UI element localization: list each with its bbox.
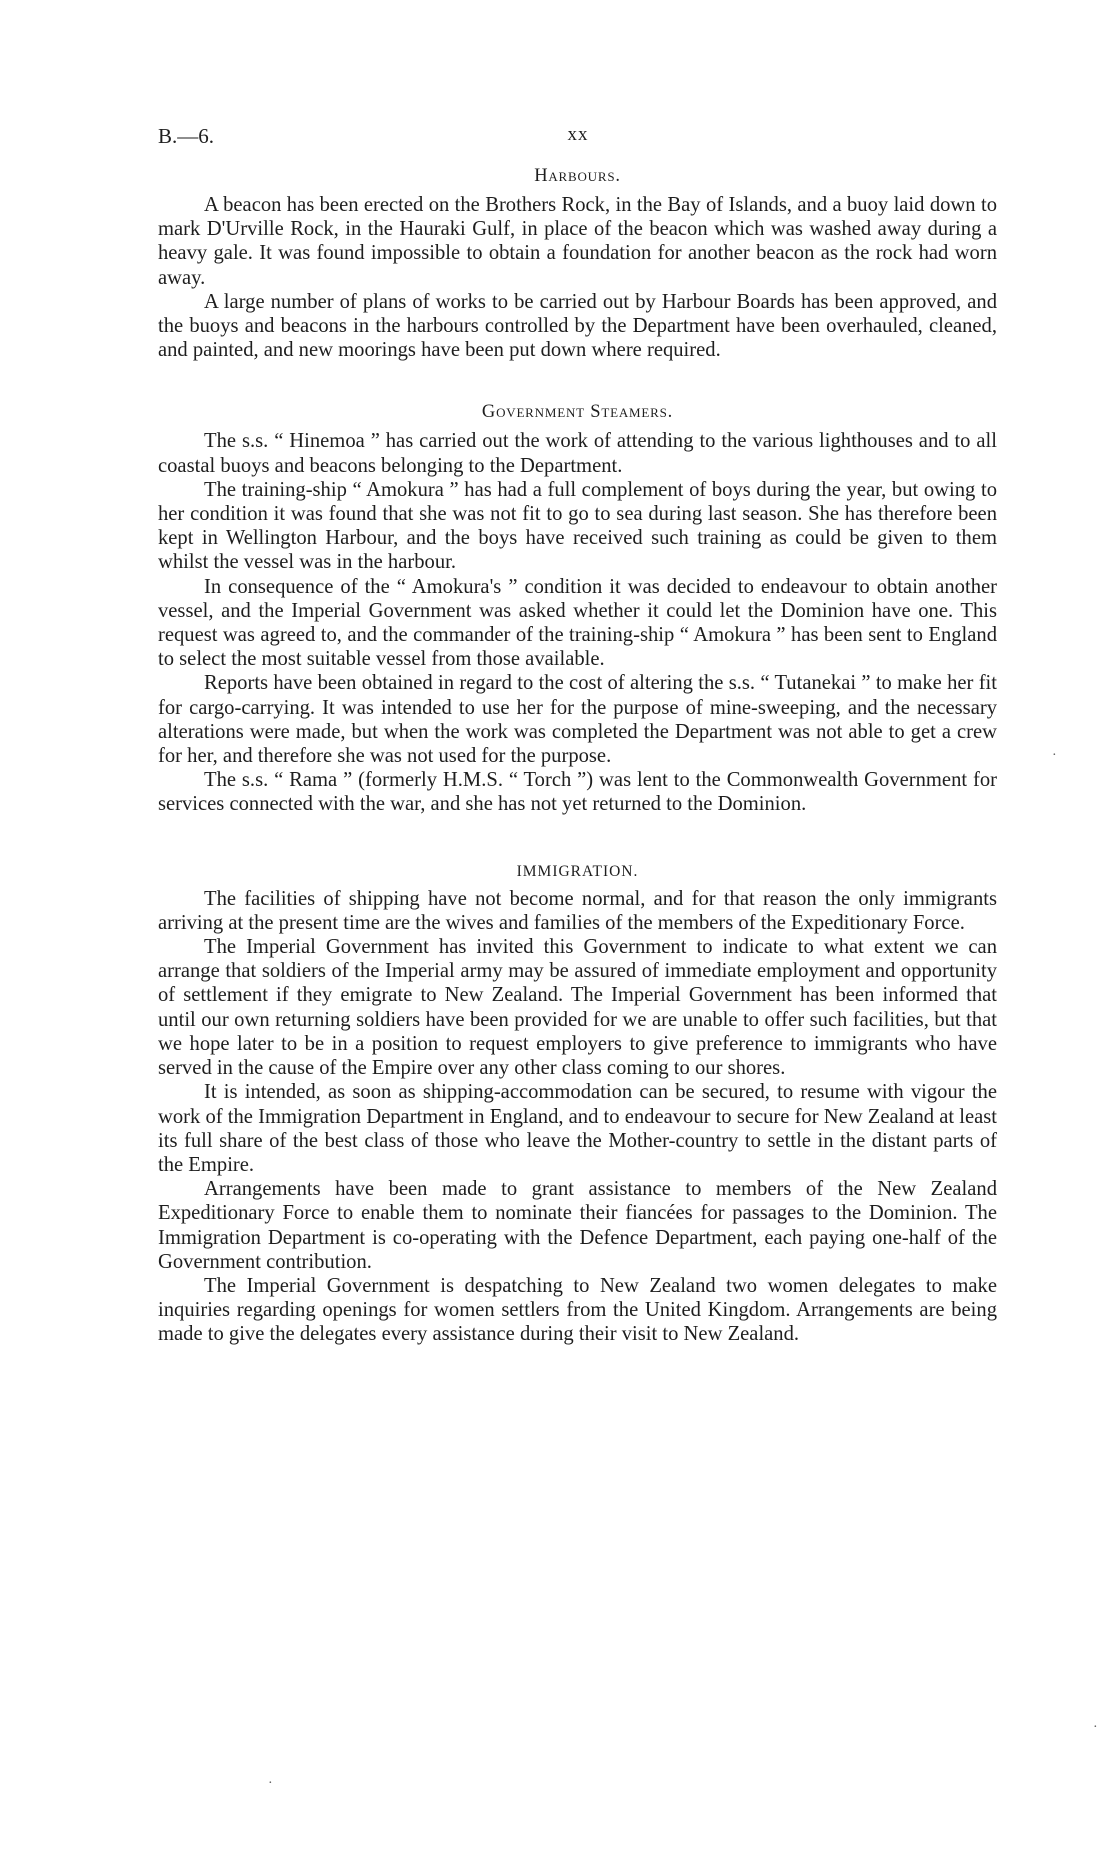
section-spacer (158, 362, 997, 402)
paragraph: It is intended, as soon as shipping-accommodation can be secured, to resume with vigour the work of the Immigration Department in England, and to endeavour to secure for New Zealand at least its full share of the best class of those who leave the Mother-country to settle in the distant parts of the Empire. (158, 1081, 997, 1176)
page-number: xx (567, 124, 589, 145)
section-spacer (158, 817, 997, 863)
document-reference: B.—6. (158, 124, 215, 148)
section-immigration (158, 863, 997, 1347)
paragraph: Reports have been obtained in regard to the cost of altering the s.s. “ Tutanekai ” to make her fit for cargo-carrying. It was intended to use her for the purpose of mine-sweeping, and the necessary alterations were made, but when the work was completed the Department was not able to get a crew for her, and therefore she was not used for the purpose. (158, 672, 997, 768)
section-heading: IMMIGRATION. (516, 862, 639, 880)
page-body (158, 166, 997, 1347)
section-government-steamers (158, 402, 997, 816)
section-heading: Harbours. (534, 166, 621, 186)
paragraph: The training-ship “ Amokura ” has had a full complement of boys during the year, but owing to her condition it was found that she was not fit to go to sea during last season. She has therefore been kept in Wellington Harbour, and the boys have received such training as could be given to them whilst the vessel was in the harbour. (158, 478, 997, 574)
page-header (158, 124, 998, 154)
paragraph: The Imperial Government has invited this Government to indicate to what extent we can arrange that soldiers of the Imperial army may be assured of immediate employment and opportunity of settlement if they emigrate to New Zealand. The Imperial Government has been informed that until our own returning soldiers have been provided for we are unable to offer such facilities, but that we hope later to be in a position to request employers to give preference to immigrants who have served in the cause of the Empire over any other class coming to our shores. (158, 936, 997, 1080)
paragraph: A beacon has been erected on the Brothers Rock, in the Bay of Islands, and a buoy laid down to mark D'Urville Rock, in the Hauraki Gulf, in place of the beacon which was washed away during a heavy gale. It was found impossible to obtain a foundation for another beacon as the rock had worn away. (158, 194, 997, 289)
scan-speck: · (1052, 748, 1057, 763)
paragraph: The s.s. “ Rama ” (formerly H.M.S. “ Torch ”) was lent to the Commonwealth Government for services connected with the war, and she has not yet returned to the Dominion. (158, 769, 997, 816)
scan-speck: · (268, 1776, 273, 1791)
paragraph: A large number of plans of works to be carried out by Harbour Boards has been approved, and the buoys and beacons in the harbours controlled by the Department have been overhauled, cleaned, and painted, and new moorings have been put down where required. (158, 290, 997, 362)
paragraph: The s.s. “ Hinemoa ” has carried out the work of attending to the various lighthouses and to all coastal buoys and beacons belonging to the Department. (158, 430, 997, 477)
paragraph: The Imperial Government is despatching to New Zealand two women delegates to make inquiries regarding openings for women settlers from the United Kingdom. Arrangements are being made to give the delegates every assistance during their visit to New Zealand. (158, 1274, 997, 1346)
paragraph: The facilities of shipping have not become normal, and for that reason the only immigrants arriving at the present time are the wives and families of the members of the Expeditionary Force. (158, 887, 997, 934)
section-heading: Government Steamers. (481, 402, 674, 423)
paragraph: In consequence of the “ Amokura's ” condition it was decided to endeavour to obtain another vessel, and the Imperial Government was asked whether it could let the Dominion have one. This request was agreed to, and the commander of the training-ship “ Amokura ” has been sent to England to select the most suitable vessel from those available. (158, 575, 997, 671)
section-harbours (158, 166, 997, 362)
paragraph: Arrangements have been made to grant assistance to members of the New Zealand Expeditionary Force to enable them to nominate their fiancées for passages to the Dominion. The Immigration Department is co-operating with the Defence Department, each paying one-half of the Government contribution. (158, 1178, 997, 1273)
scan-speck: · (1093, 1720, 1098, 1735)
